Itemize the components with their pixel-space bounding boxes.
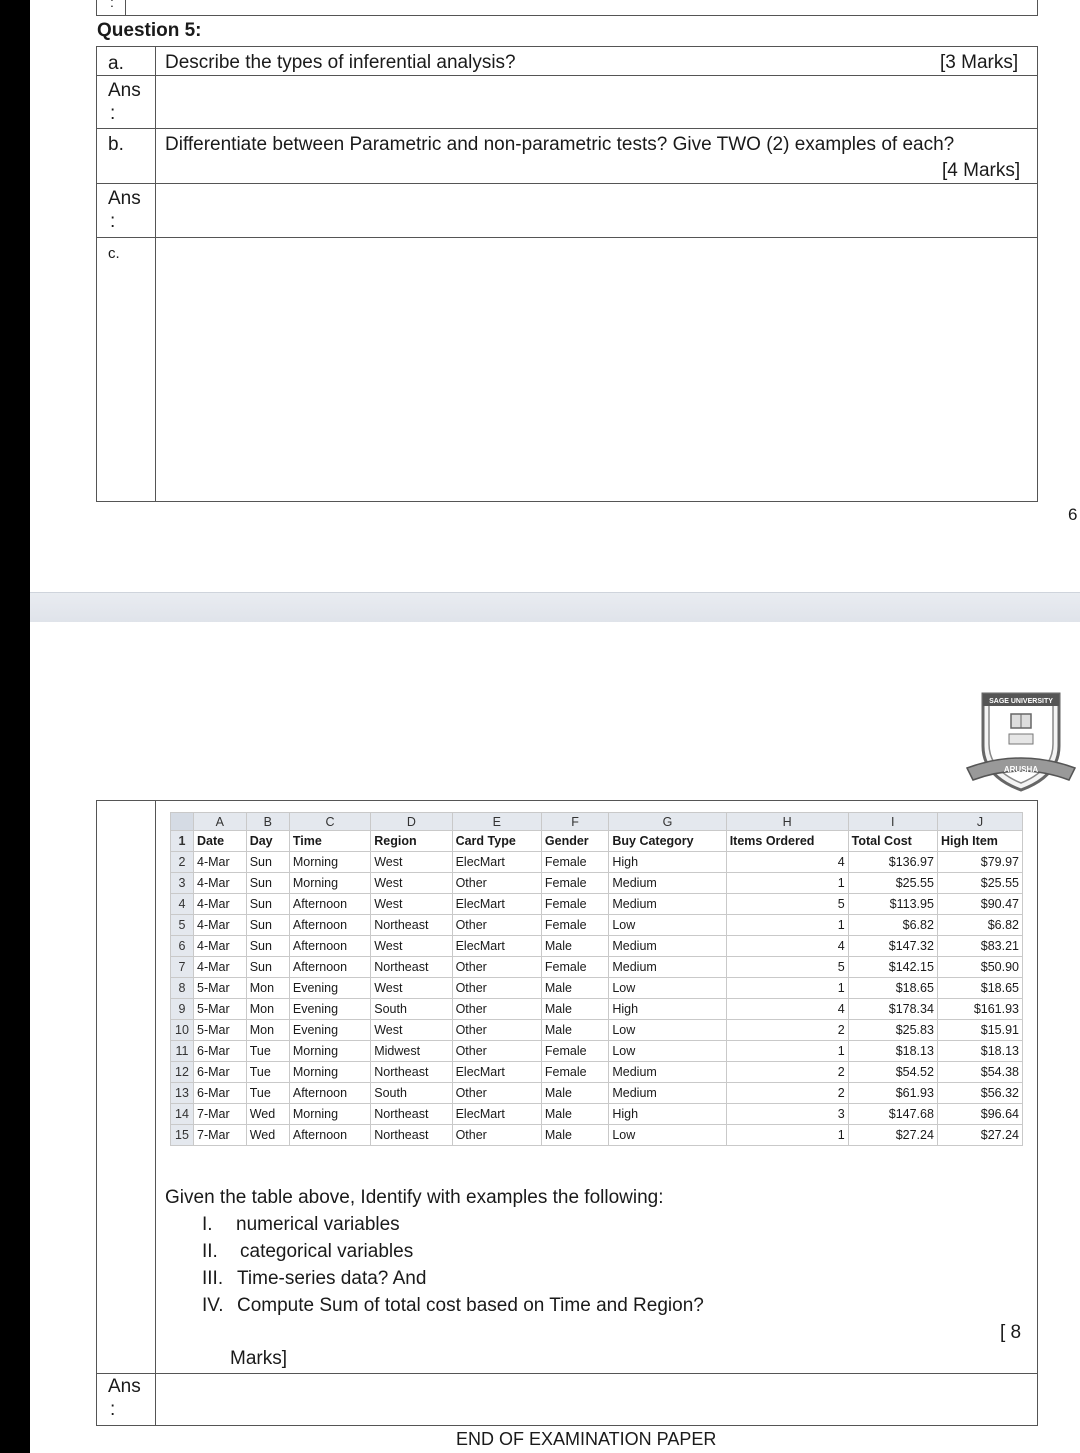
table-cell: Evening [289,978,370,999]
table-cell: $18.13 [848,1041,937,1062]
row-number: 13 [171,1083,194,1104]
table-cell: $142.15 [848,957,937,978]
table-cell: Low [609,978,726,999]
table-cell: Tue [246,1062,289,1083]
table-cell: 2 [726,1020,848,1041]
table-cell: 4-Mar [194,915,247,936]
question-table [96,46,1038,502]
previous-question-box [96,0,1038,16]
part-b-marks: [4 Marks] [942,160,1021,181]
column-letter-cell: C [289,813,370,831]
table-cell: Other [452,915,541,936]
table-cell: Northeast [371,1104,452,1125]
header-cell: Buy Category [609,831,726,852]
column-letter-cell: G [609,813,726,831]
table-cell: Midwest [371,1041,452,1062]
table-row [171,1041,1023,1062]
table-cell: $147.32 [848,936,937,957]
table-cell: Female [541,915,608,936]
table-cell: $147.68 [848,1104,937,1125]
table-cell: Other [452,999,541,1020]
table-cell: $6.82 [937,915,1022,936]
table-cell: 4-Mar [194,852,247,873]
table-cell: 7-Mar [194,1104,247,1125]
table-cell: 1 [726,978,848,999]
table-row [171,873,1023,894]
table-cell: Morning [289,1041,370,1062]
header-cell: Time [289,831,370,852]
table-cell: Sun [246,915,289,936]
table-cell: Sun [246,873,289,894]
table-cell: Medium [609,936,726,957]
table-cell: 5-Mar [194,978,247,999]
table-cell: Afternoon [289,894,370,915]
table-cell: ElecMart [452,1062,541,1083]
table-cell: 1 [726,873,848,894]
exam-page-1 [30,0,1080,592]
item-1-text: numerical variables [236,1214,400,1235]
item-2-number: II. [202,1241,218,1262]
table-cell: $6.82 [848,915,937,936]
logo-ribbon-text: ARUSHA [1003,765,1039,774]
row-divider [96,237,1038,238]
table-cell: ElecMart [452,894,541,915]
part-a-label: a. [108,53,124,74]
header-row [171,831,1023,852]
table-cell: South [371,999,452,1020]
row-number: 9 [171,999,194,1020]
table-cell: Low [609,915,726,936]
part-c-marks-open: [ 8 [1000,1322,1022,1343]
table-cell: Male [541,936,608,957]
header-cell: High Item [937,831,1022,852]
table-cell: West [371,852,452,873]
column-letter-cell: E [452,813,541,831]
table-row [171,1083,1023,1104]
table-cell: 5-Mar [194,999,247,1020]
header-cell: Region [371,831,452,852]
table-cell: Sun [246,936,289,957]
table-cell: Mon [246,999,289,1020]
header-cell: Items Ordered [726,831,848,852]
table-cell: Morning [289,1062,370,1083]
table-cell: $56.32 [937,1083,1022,1104]
part-a-marks: [3 Marks] [940,52,1019,73]
page-gap [30,592,1080,623]
row-number: 14 [171,1104,194,1125]
column-letter-cell: B [246,813,289,831]
table-cell: Female [541,894,608,915]
table-cell: ElecMart [452,936,541,957]
part-a-ans-label: Ans [108,80,141,101]
table-cell: 1 [726,1041,848,1062]
part-a-ans-colon: : [110,103,116,124]
table-cell: 1 [726,1125,848,1146]
table-row [171,1125,1023,1146]
table-cell: $178.34 [848,999,937,1020]
divider [125,0,126,16]
row-number: 15 [171,1125,194,1146]
table-row [171,852,1023,873]
table-cell: Afternoon [289,915,370,936]
column-letter-cell: J [937,813,1022,831]
top-colon: : [110,0,114,10]
table-cell: South [371,1083,452,1104]
table-cell: Sun [246,957,289,978]
part-c-marks-close: Marks] [230,1348,287,1369]
header-cell: Date [194,831,247,852]
table-cell: $25.83 [848,1020,937,1041]
table-cell: Other [452,957,541,978]
header-cell: Day [246,831,289,852]
part-b-ans-colon: : [110,211,116,232]
table-cell: Afternoon [289,1083,370,1104]
table-cell: $27.24 [937,1125,1022,1146]
row-number: 10 [171,1020,194,1041]
column-letter-cell: I [848,813,937,831]
table-cell: Morning [289,873,370,894]
table-cell: $50.90 [937,957,1022,978]
table-cell: 4-Mar [194,936,247,957]
column-letters-row [171,813,1023,831]
table-cell: Afternoon [289,1125,370,1146]
table-cell: $83.21 [937,936,1022,957]
part-c-ans-label: Ans [108,1376,141,1397]
table-cell: 4-Mar [194,873,247,894]
table-cell: $25.55 [848,873,937,894]
part-b-label: b. [108,134,124,155]
table-cell: ElecMart [452,852,541,873]
table-cell: 4-Mar [194,894,247,915]
table-cell: Medium [609,873,726,894]
column-letter-cell: F [541,813,608,831]
part-c-label: c. [108,245,120,262]
table-cell: Northeast [371,1125,452,1146]
table-cell: 7-Mar [194,1125,247,1146]
table-cell: High [609,1104,726,1125]
table-cell: High [609,852,726,873]
part-b-question: Differentiate between Parametric and non-parametric tests? Give TWO (2) examples of each? [165,134,955,155]
table-cell: 5 [726,894,848,915]
table-cell: West [371,873,452,894]
table-cell: $18.65 [937,978,1022,999]
table-cell: $18.13 [937,1041,1022,1062]
table-cell: $136.97 [848,852,937,873]
table-cell: Female [541,852,608,873]
table-row [171,1062,1023,1083]
table-row [171,999,1023,1020]
table-cell: Afternoon [289,957,370,978]
end-of-paper: END OF EXAMINATION PAPER [456,1429,717,1449]
table-cell: Tue [246,1083,289,1104]
table-row [171,1104,1023,1125]
table-cell: $161.93 [937,999,1022,1020]
table-cell: Male [541,1125,608,1146]
row-number: 11 [171,1041,194,1062]
table-cell: Male [541,999,608,1020]
table-cell: Other [452,1041,541,1062]
table-cell: 1 [726,915,848,936]
table-cell: 4-Mar [194,957,247,978]
table-cell: $54.38 [937,1062,1022,1083]
table-cell: Other [452,873,541,894]
table-cell: $90.47 [937,894,1022,915]
table-cell: West [371,936,452,957]
item-2-text: categorical variables [240,1241,414,1262]
table-cell: Medium [609,894,726,915]
part-b-ans-label: Ans [108,188,141,209]
table-cell: 3 [726,1104,848,1125]
row-number: 3 [171,873,194,894]
item-4-number: IV. [202,1295,224,1316]
column-letter-cell: H [726,813,848,831]
question-title: Question 5: [97,20,202,41]
table-cell: Northeast [371,1062,452,1083]
row-number: 1 [171,831,194,852]
university-crest-logo [965,688,1077,798]
column-letter-cell: A [194,813,247,831]
table-row [171,1020,1023,1041]
table-cell: Evening [289,1020,370,1041]
table-cell: $113.95 [848,894,937,915]
item-3-text: Time-series data? And [237,1268,427,1289]
table-cell: 4 [726,852,848,873]
row-divider [96,128,1038,129]
table-cell: Medium [609,957,726,978]
table-cell: Afternoon [289,936,370,957]
table-cell: Other [452,1125,541,1146]
table-cell: Medium [609,1062,726,1083]
table-cell: Northeast [371,915,452,936]
table-cell: Low [609,1125,726,1146]
table-cell: 2 [726,1083,848,1104]
table-cell: 6-Mar [194,1083,247,1104]
table-cell: Female [541,873,608,894]
table-row [171,936,1023,957]
part-a-question: Describe the types of inferential analysis? [165,52,516,73]
row-number: 2 [171,852,194,873]
table-cell: 4 [726,936,848,957]
item-4-text: Compute Sum of total cost based on Time and Region? [237,1295,704,1316]
table-cell: Wed [246,1104,289,1125]
table-cell: 6-Mar [194,1041,247,1062]
table-cell: Sun [246,894,289,915]
table-row [171,894,1023,915]
header-cell: Gender [541,831,608,852]
table-cell: Male [541,1083,608,1104]
table-cell: $27.24 [848,1125,937,1146]
table-cell: Sun [246,852,289,873]
spreadsheet-table [170,812,1023,1146]
label-column-divider [155,46,156,502]
table-cell: Medium [609,1083,726,1104]
table-cell: Other [452,1083,541,1104]
table-cell: West [371,1020,452,1041]
table-cell: Other [452,978,541,999]
header-cell: Total Cost [848,831,937,852]
row-number: 6 [171,936,194,957]
table-cell: West [371,894,452,915]
row-number: 7 [171,957,194,978]
row-number: 12 [171,1062,194,1083]
table-cell: ElecMart [452,1104,541,1125]
table-cell: 4 [726,999,848,1020]
table-cell: Low [609,1020,726,1041]
table-cell: West [371,978,452,999]
row-number: 4 [171,894,194,915]
table-cell: Male [541,1104,608,1125]
logo-banner-text: SAGE UNIVERSITY [989,698,1053,705]
table-cell: $61.93 [848,1083,937,1104]
table-cell: 2 [726,1062,848,1083]
table-cell: $96.64 [937,1104,1022,1125]
table-cell: Low [609,1041,726,1062]
table-cell: Male [541,1020,608,1041]
part-c-ans-colon: : [110,1399,116,1420]
table-cell: 6-Mar [194,1062,247,1083]
row-number: 8 [171,978,194,999]
column-letter-cell: D [371,813,452,831]
row-number: 5 [171,915,194,936]
table-cell: Female [541,1041,608,1062]
table-cell: Female [541,1062,608,1083]
corner-cell [171,813,194,831]
table-cell: Evening [289,999,370,1020]
table-cell: Tue [246,1041,289,1062]
table-row [171,957,1023,978]
item-1-number: I. [202,1214,213,1235]
table-cell: $18.65 [848,978,937,999]
table-cell: Wed [246,1125,289,1146]
table-cell: Male [541,978,608,999]
ans-row-divider [96,1373,1038,1374]
table-cell: $79.97 [937,852,1022,873]
table-row [171,978,1023,999]
label-column-divider [155,800,156,1426]
table-cell: Morning [289,852,370,873]
table-cell: 5 [726,957,848,978]
table-cell: Mon [246,978,289,999]
table-cell: Female [541,957,608,978]
table-cell: $15.91 [937,1020,1022,1041]
table-cell: $25.55 [937,873,1022,894]
table-cell: $54.52 [848,1062,937,1083]
header-cell: Card Type [452,831,541,852]
table-cell: Morning [289,1104,370,1125]
row-divider [96,75,1038,76]
row-divider [96,183,1038,184]
table-cell: 5-Mar [194,1020,247,1041]
table-row [171,915,1023,936]
item-3-number: III. [202,1268,224,1289]
table-cell: High [609,999,726,1020]
part-c-intro: Given the table above, Identify with examples the following: [165,1187,664,1208]
page-side-marker: 6 [1068,505,1078,524]
table-cell: Other [452,1020,541,1041]
table-cell: Northeast [371,957,452,978]
table-cell: Mon [246,1020,289,1041]
